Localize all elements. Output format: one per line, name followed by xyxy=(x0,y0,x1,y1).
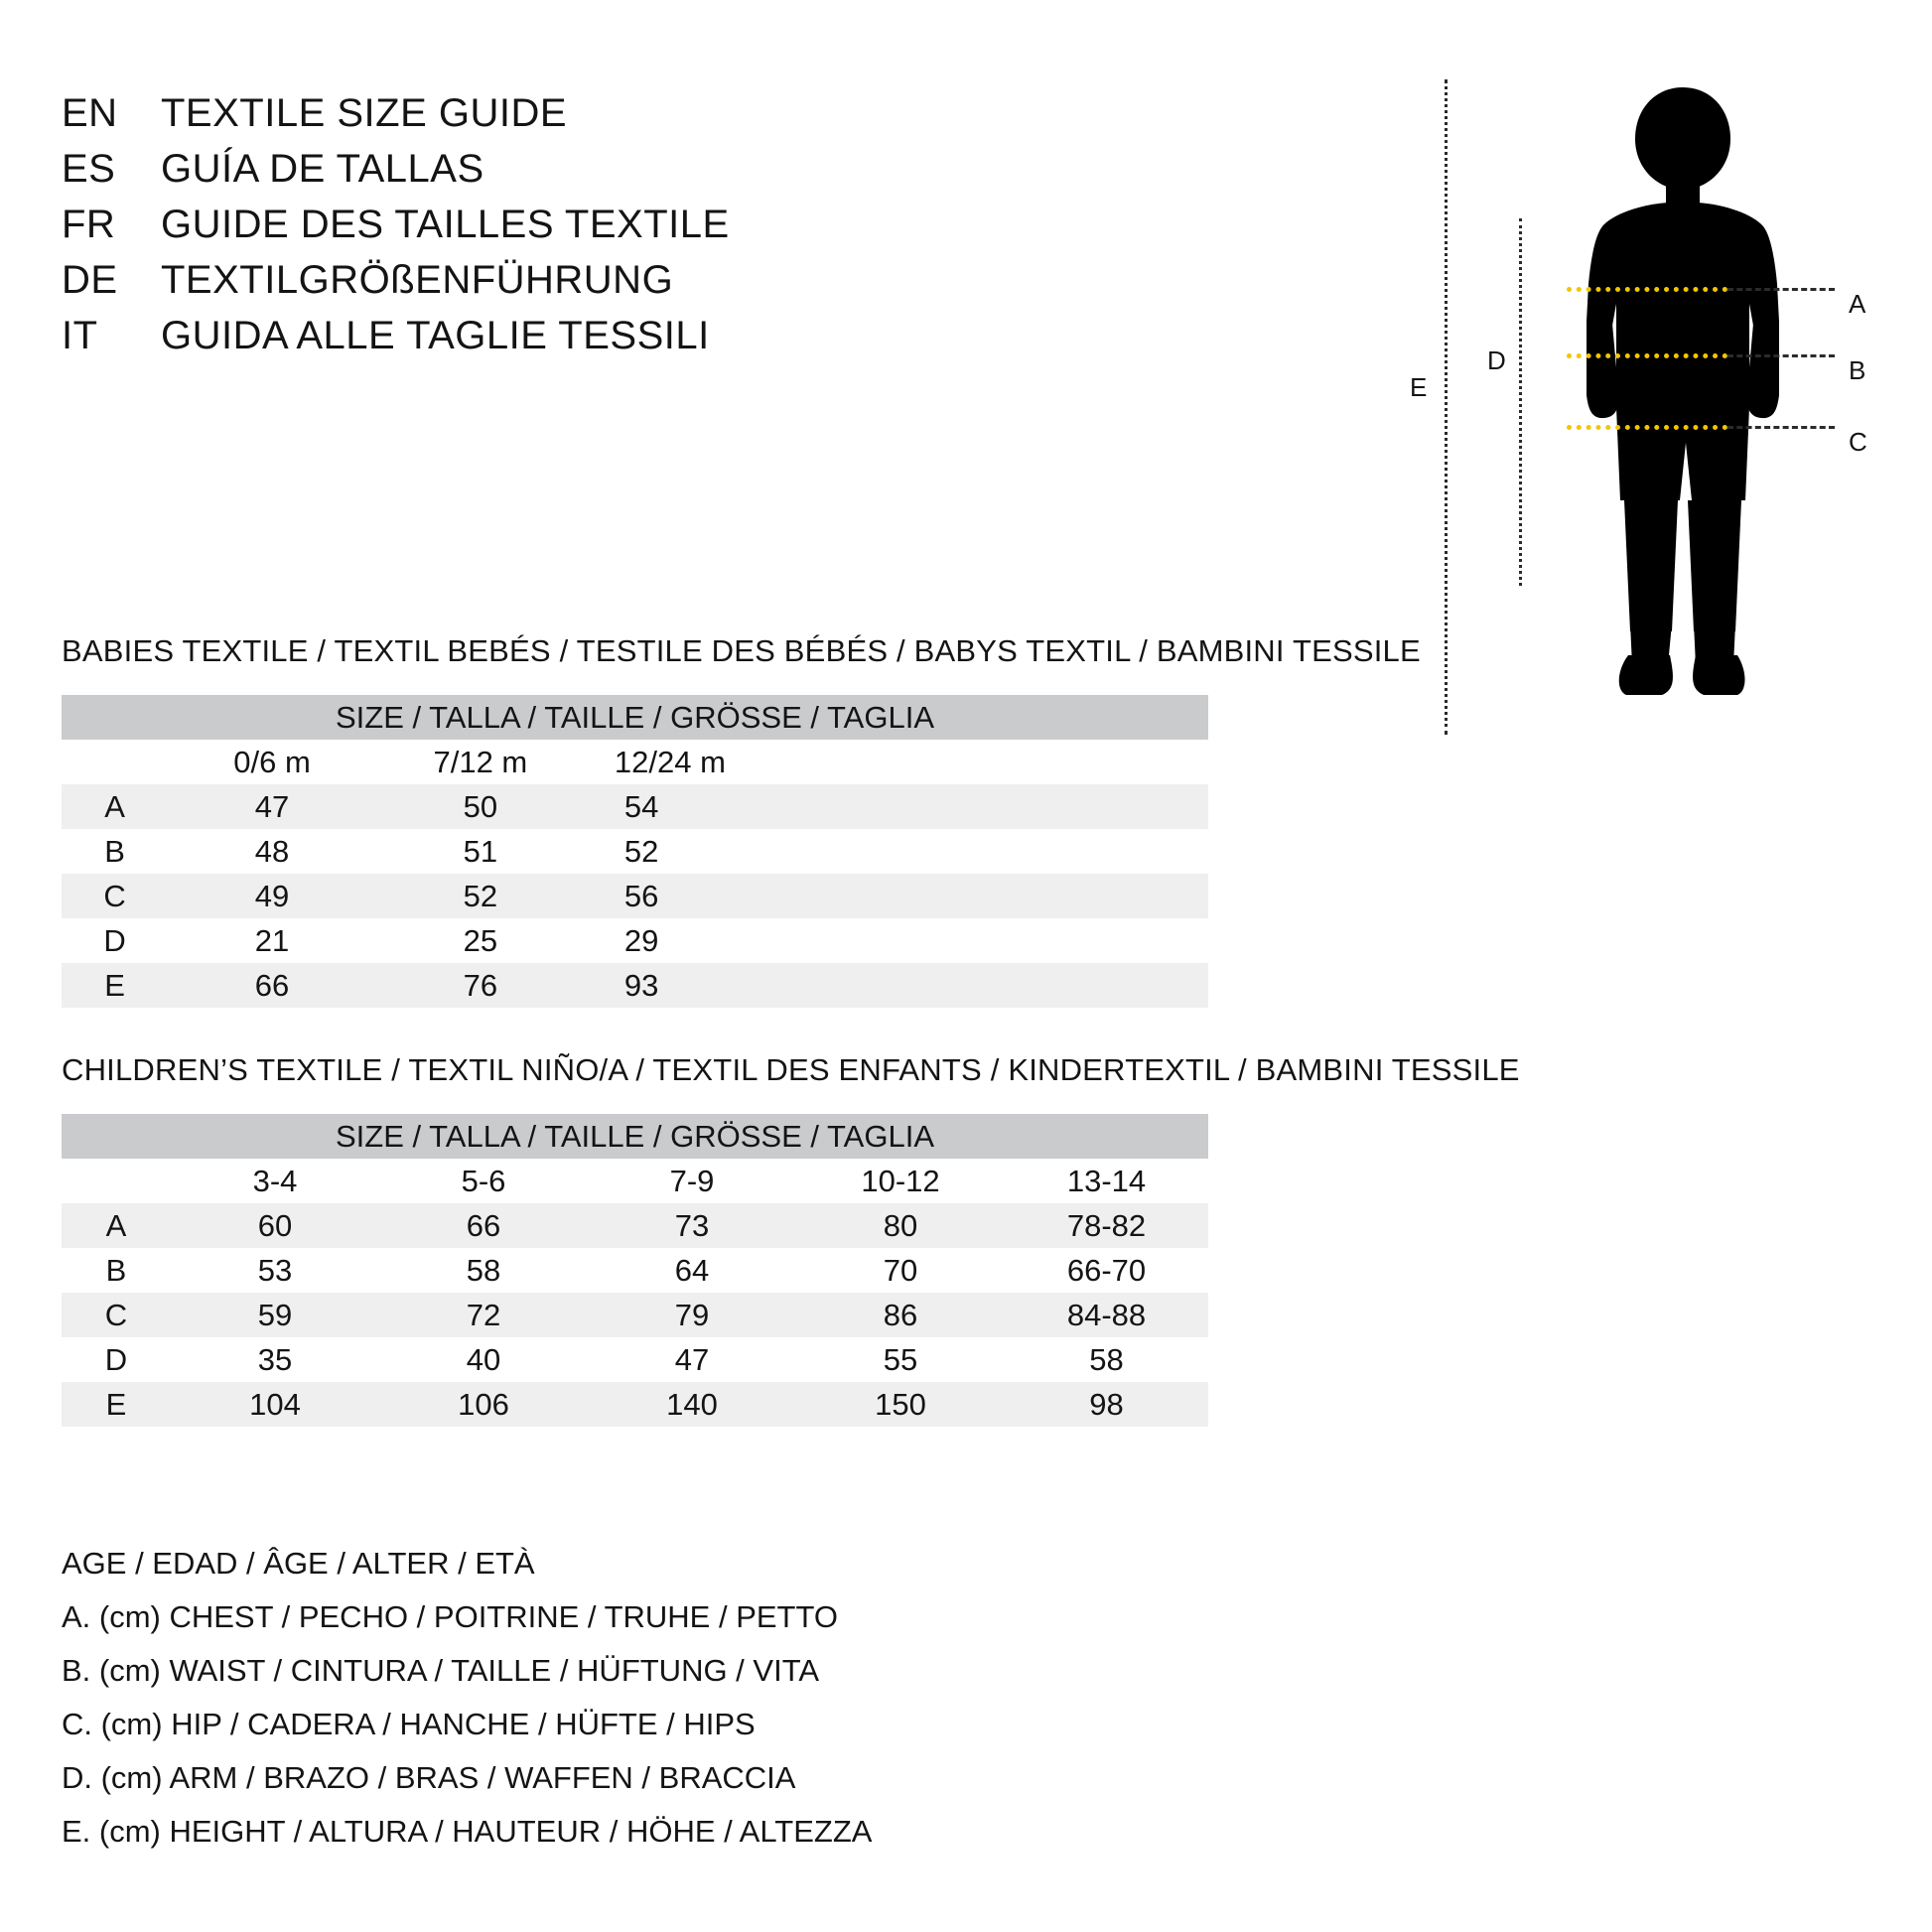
table-row xyxy=(62,918,1208,963)
children-table-band-label: SIZE / TALLA / TAILLE / GRÖSSE / TAGLIA xyxy=(62,1114,1208,1159)
language-code-de: DE xyxy=(62,258,118,302)
table-row xyxy=(62,784,1208,829)
children-cell-c-0: 59 xyxy=(257,1297,293,1332)
language-title-fr: GUIDE DES TAILLES TEXTILE xyxy=(161,203,730,246)
measure-tick-chest xyxy=(1727,288,1835,291)
children-cell-e-1: 106 xyxy=(458,1386,509,1422)
children-col-2: 7-9 xyxy=(669,1163,715,1198)
language-row-it xyxy=(62,314,1154,369)
children-cell-c-3: 86 xyxy=(883,1297,918,1332)
babies-cell-d-2: 29 xyxy=(623,922,659,958)
table-row xyxy=(62,1203,1208,1248)
children-row-label-e: E xyxy=(105,1386,127,1422)
babies-cell-b-2: 52 xyxy=(623,833,659,869)
babies-cell-a-0: 47 xyxy=(254,788,290,824)
children-cell-e-2: 140 xyxy=(666,1386,718,1422)
children-cell-b-1: 58 xyxy=(466,1252,501,1288)
measure-line-hip xyxy=(1567,425,1727,430)
children-cell-a-4: 78-82 xyxy=(1066,1207,1147,1243)
legend-row-age: AGE / EDAD / ÂGE / ALTER / ETÀ xyxy=(62,1546,535,1581)
children-cell-d-3: 55 xyxy=(883,1341,918,1377)
children-cell-a-1: 66 xyxy=(466,1207,501,1243)
table-row xyxy=(62,1248,1208,1293)
table-row xyxy=(62,874,1208,918)
legend-row-height: E. (cm) HEIGHT / ALTURA / HAUTEUR / HÖHE / ALTEZZA xyxy=(62,1814,873,1849)
language-code-it: IT xyxy=(62,314,98,357)
children-cell-a-2: 73 xyxy=(674,1207,710,1243)
table-row xyxy=(62,1382,1208,1427)
children-cell-a-0: 60 xyxy=(257,1207,293,1243)
language-code-es: ES xyxy=(62,147,116,191)
babies-cell-a-2: 54 xyxy=(623,788,659,824)
children-col-4: 13-14 xyxy=(1066,1163,1147,1198)
babies-size-table xyxy=(62,695,1208,1008)
babies-cell-a-1: 50 xyxy=(463,788,498,824)
babies-row-label-d: D xyxy=(103,922,126,958)
children-section-caption: CHILDREN’S TEXTILE / TEXTIL NIÑO/A / TEXTIL DES ENFANTS / KINDERTEXTIL / BAMBINI TESSILE xyxy=(62,1052,1520,1087)
table-row xyxy=(62,963,1208,1008)
language-code-fr: FR xyxy=(62,203,116,246)
children-cell-b-3: 70 xyxy=(883,1252,918,1288)
axis-label-e: E xyxy=(1410,372,1428,402)
children-cell-d-2: 47 xyxy=(674,1341,710,1377)
children-cell-b-2: 64 xyxy=(674,1252,710,1288)
axis-label-a: A xyxy=(1849,289,1866,319)
height-axis-line xyxy=(1445,79,1448,735)
children-cell-d-0: 35 xyxy=(257,1341,293,1377)
measure-line-waist xyxy=(1567,353,1727,358)
babies-cell-b-1: 51 xyxy=(463,833,498,869)
children-table-band-row xyxy=(62,1114,1208,1159)
legend-row-hip: C. (cm) HIP / CADERA / HANCHE / HÜFTE / HIPS xyxy=(62,1707,756,1741)
language-row-es xyxy=(62,147,1154,203)
babies-table-band-row xyxy=(62,695,1208,740)
table-row xyxy=(62,829,1208,874)
babies-cell-d-1: 25 xyxy=(463,922,498,958)
babies-col-0: 0/6 m xyxy=(233,744,311,779)
measure-line-chest xyxy=(1567,287,1727,292)
measurement-figure xyxy=(1410,69,1886,764)
table-row xyxy=(62,1293,1208,1337)
children-header-corner xyxy=(62,1159,171,1203)
children-cell-c-2: 79 xyxy=(674,1297,710,1332)
babies-row-label-b: B xyxy=(104,833,125,869)
language-row-fr xyxy=(62,203,1154,258)
language-code-en: EN xyxy=(62,91,118,135)
babies-cell-b-0: 48 xyxy=(254,833,290,869)
children-col-0: 3-4 xyxy=(252,1163,298,1198)
babies-table-header-row xyxy=(62,740,1208,784)
children-cell-b-4: 66-70 xyxy=(1066,1252,1147,1288)
babies-col-2: 12/24 m xyxy=(614,744,726,779)
babies-cell-e-1: 76 xyxy=(463,967,498,1003)
children-row-label-a: A xyxy=(105,1207,127,1243)
babies-cell-e-2: 93 xyxy=(623,967,659,1003)
language-header-list xyxy=(62,91,1154,369)
legend-row-waist: B. (cm) WAIST / CINTURA / TAILLE / HÜFTUNG / VITA xyxy=(62,1653,820,1688)
language-title-it: GUIDA ALLE TAGLIE TESSILI xyxy=(161,314,710,357)
table-row xyxy=(62,1337,1208,1382)
children-row-label-b: B xyxy=(105,1252,127,1288)
babies-row-label-c: C xyxy=(103,878,126,913)
children-cell-a-3: 80 xyxy=(883,1207,918,1243)
babies-row-label-a: A xyxy=(104,788,125,824)
legend-row-chest: A. (cm) CHEST / PECHO / POITRINE / TRUHE / PETTO xyxy=(62,1599,838,1634)
children-col-3: 10-12 xyxy=(861,1163,940,1198)
axis-label-d: D xyxy=(1487,345,1506,375)
legend-row-arm: D. (cm) ARM / BRAZO / BRAS / WAFFEN / BRACCIA xyxy=(62,1760,796,1795)
children-cell-e-3: 150 xyxy=(875,1386,926,1422)
children-cell-d-1: 40 xyxy=(466,1341,501,1377)
axis-label-b: B xyxy=(1849,355,1866,385)
measure-tick-hip xyxy=(1727,426,1835,429)
measurement-legend xyxy=(62,1537,872,1859)
babies-col-1: 7/12 m xyxy=(433,744,528,779)
children-cell-e-0: 104 xyxy=(249,1386,301,1422)
babies-cell-c-1: 52 xyxy=(463,878,498,913)
children-cell-c-4: 84-88 xyxy=(1066,1297,1147,1332)
children-cell-c-1: 72 xyxy=(466,1297,501,1332)
babies-cell-c-2: 56 xyxy=(623,878,659,913)
babies-table-band-label: SIZE / TALLA / TAILLE / GRÖSSE / TAGLIA xyxy=(62,695,1208,740)
child-silhouette-icon xyxy=(1559,79,1807,735)
babies-row-label-e: E xyxy=(104,967,125,1003)
children-table-header-row xyxy=(62,1159,1208,1203)
babies-cell-c-0: 49 xyxy=(254,878,290,913)
babies-cell-e-0: 66 xyxy=(254,967,290,1003)
children-cell-b-0: 53 xyxy=(257,1252,293,1288)
babies-cell-d-0: 21 xyxy=(254,922,290,958)
arm-axis-line xyxy=(1519,218,1522,586)
children-col-1: 5-6 xyxy=(461,1163,506,1198)
children-cell-d-4: 58 xyxy=(1089,1341,1124,1377)
children-size-table xyxy=(62,1114,1208,1427)
language-row-de xyxy=(62,258,1154,314)
language-title-de: TEXTILGRÖßENFÜHRUNG xyxy=(161,258,674,302)
language-row-en xyxy=(62,91,1154,147)
children-row-label-c: C xyxy=(104,1297,128,1332)
babies-section-caption: BABIES TEXTILE / TEXTIL BEBÉS / TESTILE DES BÉBÉS / BABYS TEXTIL / BAMBINI TESSILE xyxy=(62,633,1421,668)
children-row-label-d: D xyxy=(104,1341,128,1377)
language-title-en: TEXTILE SIZE GUIDE xyxy=(161,91,568,135)
children-cell-e-4: 98 xyxy=(1089,1386,1124,1422)
axis-label-c: C xyxy=(1849,427,1867,457)
babies-header-corner xyxy=(62,740,168,784)
measure-tick-waist xyxy=(1727,354,1835,357)
language-title-es: GUÍA DE TALLAS xyxy=(161,147,484,191)
